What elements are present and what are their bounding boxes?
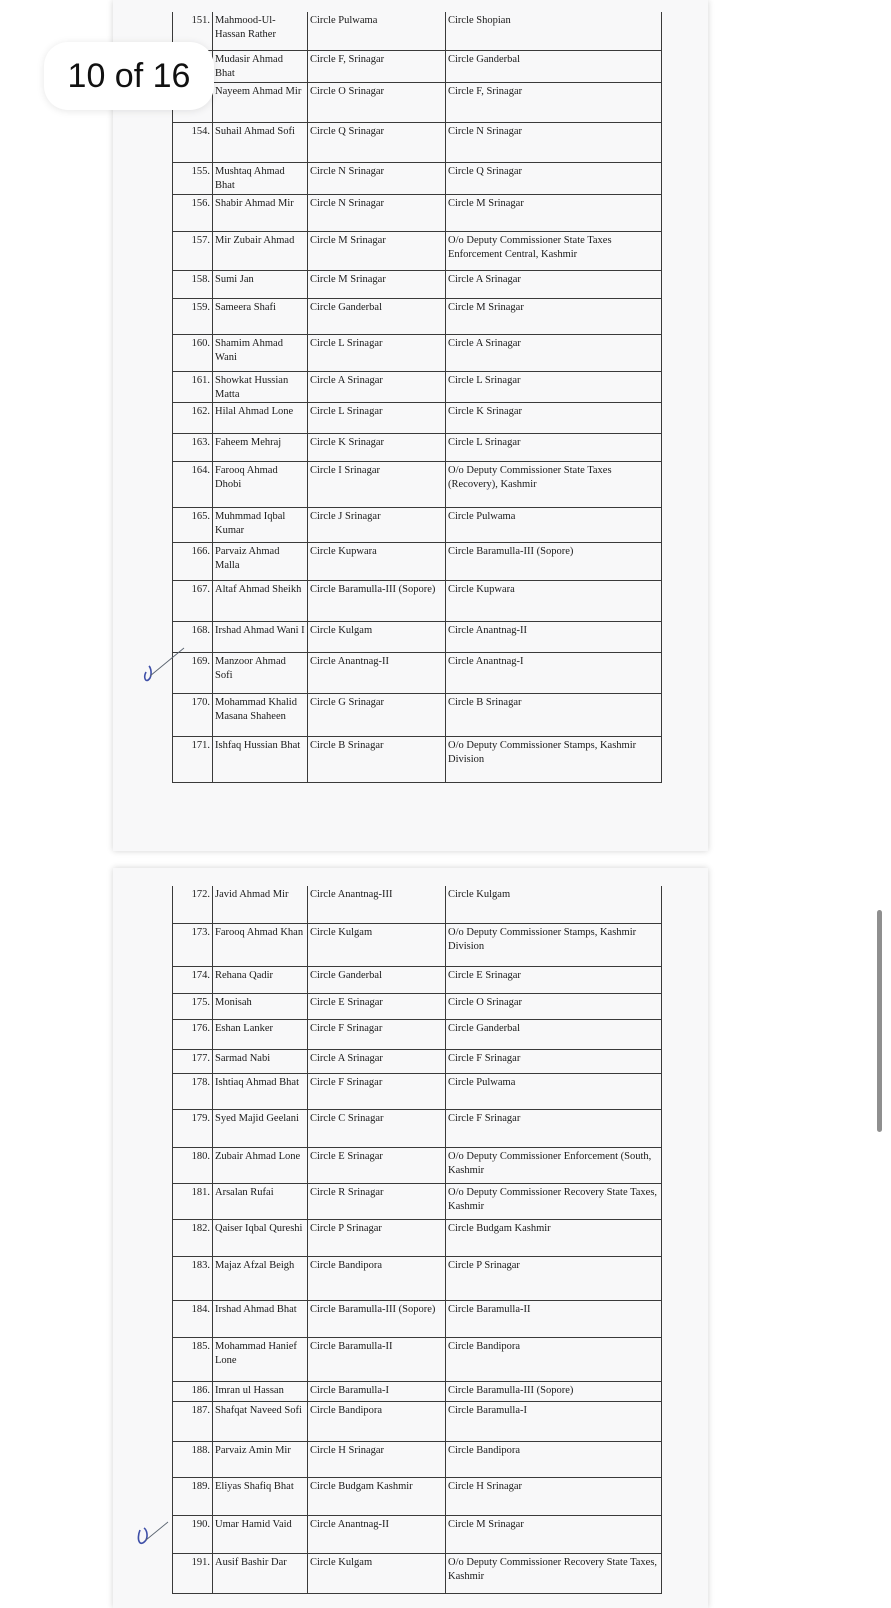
- employee-name-cell: Ishtiaq Ahmad Bhat: [213, 1073, 308, 1109]
- employee-name-cell: Mir Zubair Ahmad: [213, 231, 308, 270]
- employee-name-cell: Faheem Mehraj: [213, 433, 308, 461]
- employee-name-cell: Nayeem Ahmad Mir: [213, 82, 308, 122]
- from-office-cell: Circle Budgam Kashmir: [308, 1477, 446, 1515]
- table-row: [173, 580, 662, 621]
- to-office-cell: Circle L Srinagar: [446, 433, 662, 461]
- table-row: [173, 50, 662, 82]
- to-office-cell: Circle Pulwama: [446, 507, 662, 542]
- to-office-cell: Circle Anantnag-II: [446, 621, 662, 652]
- to-office-cell: Circle Shopian: [446, 12, 662, 50]
- from-office-cell: Circle Ganderbal: [308, 298, 446, 334]
- employee-name-cell: Javid Ahmad Mir: [213, 886, 308, 923]
- from-office-cell: Circle J Srinagar: [308, 507, 446, 542]
- table-row: [173, 1381, 662, 1401]
- employee-name-cell: Shabir Ahmad Mir: [213, 194, 308, 231]
- table-row: [173, 966, 662, 993]
- serial-number-cell: 168.: [173, 621, 213, 652]
- serial-number-cell: 183.: [173, 1256, 213, 1300]
- table-row: [173, 1109, 662, 1147]
- to-office-cell: Circle Bandipora: [446, 1441, 662, 1477]
- table-row: [173, 162, 662, 194]
- serial-number-cell: 157.: [173, 231, 213, 270]
- to-office-cell: Circle F Srinagar: [446, 1049, 662, 1073]
- table-row: [173, 923, 662, 966]
- from-office-cell: Circle Q Srinagar: [308, 122, 446, 162]
- to-office-cell: Circle F Srinagar: [446, 1109, 662, 1147]
- from-office-cell: Circle F Srinagar: [308, 1019, 446, 1049]
- table-row: [173, 402, 662, 433]
- from-office-cell: Circle N Srinagar: [308, 162, 446, 194]
- from-office-cell: Circle Pulwama: [308, 12, 446, 50]
- serial-number-cell: 167.: [173, 580, 213, 621]
- serial-number-cell: 185.: [173, 1337, 213, 1381]
- employee-name-cell: Shafqat Naveed Sofi: [213, 1401, 308, 1441]
- serial-number-cell: 178.: [173, 1073, 213, 1109]
- to-office-cell: O/o Deputy Commissioner Recovery State Taxes, Kashmir: [446, 1553, 662, 1593]
- from-office-cell: Circle K Srinagar: [308, 433, 446, 461]
- employee-name-cell: Qaiser Iqbal Qureshi: [213, 1219, 308, 1256]
- serial-number-cell: 159.: [173, 298, 213, 334]
- to-office-cell: Circle Pulwama: [446, 1073, 662, 1109]
- from-office-cell: Circle M Srinagar: [308, 270, 446, 298]
- table-row: [173, 298, 662, 334]
- vertical-scrollbar[interactable]: [877, 910, 882, 1132]
- employee-name-cell: Parvaiz Amin Mir: [213, 1441, 308, 1477]
- to-office-cell: Circle Bandipora: [446, 1337, 662, 1381]
- from-office-cell: Circle A Srinagar: [308, 371, 446, 402]
- table-row: [173, 1019, 662, 1049]
- from-office-cell: Circle C Srinagar: [308, 1109, 446, 1147]
- to-office-cell: Circle Baramulla-III (Sopore): [446, 1381, 662, 1401]
- to-office-cell: O/o Deputy Commissioner Enforcement (South, Kashmir: [446, 1147, 662, 1183]
- from-office-cell: Circle Baramulla-III (Sopore): [308, 1300, 446, 1337]
- serial-number-cell: 173.: [173, 923, 213, 966]
- table-row: [173, 1441, 662, 1477]
- from-office-cell: Circle Kulgam: [308, 923, 446, 966]
- from-office-cell: Circle F Srinagar: [308, 1073, 446, 1109]
- table-row: [173, 1073, 662, 1109]
- pen-tick-mark-icon: [134, 1518, 174, 1558]
- to-office-cell: Circle F, Srinagar: [446, 82, 662, 122]
- serial-number-cell: 163.: [173, 433, 213, 461]
- employee-name-cell: Mohammad Khalid Masana Shaheen: [213, 693, 308, 736]
- employee-name-cell: Showkat Hussian Matta: [213, 371, 308, 402]
- employee-name-cell: Muhmmad Iqbal Kumar: [213, 507, 308, 542]
- pen-tick-mark-icon: [140, 646, 190, 692]
- to-office-cell: Circle Budgam Kashmir: [446, 1219, 662, 1256]
- table-row: [173, 886, 662, 923]
- table-row: [173, 507, 662, 542]
- employee-name-cell: Eliyas Shafiq Bhat: [213, 1477, 308, 1515]
- from-office-cell: Circle Baramulla-II: [308, 1337, 446, 1381]
- table-row: [173, 1049, 662, 1073]
- table-row: [173, 621, 662, 652]
- employee-name-cell: Suhail Ahmad Sofi: [213, 122, 308, 162]
- page-indicator: 10 of 16: [44, 42, 214, 110]
- employee-name-cell: Shamim Ahmad Wani: [213, 334, 308, 371]
- employee-name-cell: Mohammad Hanief Lone: [213, 1337, 308, 1381]
- serial-number-cell: 171.: [173, 736, 213, 782]
- table-row: [173, 1183, 662, 1219]
- to-office-cell: O/o Deputy Commissioner Recovery State Taxes, Kashmir: [446, 1183, 662, 1219]
- table-row: [173, 1477, 662, 1515]
- from-office-cell: Circle F, Srinagar: [308, 50, 446, 82]
- employee-name-cell: Sarmad Nabi: [213, 1049, 308, 1073]
- employee-name-cell: Hilal Ahmad Lone: [213, 402, 308, 433]
- to-office-cell: O/o Deputy Commissioner Stamps, Kashmir Division: [446, 923, 662, 966]
- table-row: [173, 461, 662, 507]
- from-office-cell: Circle Baramulla-I: [308, 1381, 446, 1401]
- to-office-cell: Circle A Srinagar: [446, 334, 662, 371]
- employee-name-cell: Irshad Ahmad Bhat: [213, 1300, 308, 1337]
- to-office-cell: Circle E Srinagar: [446, 966, 662, 993]
- to-office-cell: Circle Anantnag-I: [446, 652, 662, 693]
- table-row: [173, 652, 662, 693]
- serial-number-cell: 179.: [173, 1109, 213, 1147]
- from-office-cell: Circle R Srinagar: [308, 1183, 446, 1219]
- employee-name-cell: Mushtaq Ahmad Bhat: [213, 162, 308, 194]
- to-office-cell: Circle A Srinagar: [446, 270, 662, 298]
- to-office-cell: Circle L Srinagar: [446, 371, 662, 402]
- serial-number-cell: 189.: [173, 1477, 213, 1515]
- to-office-cell: Circle Ganderbal: [446, 1019, 662, 1049]
- employee-name-cell: Parvaiz Ahmad Malla: [213, 542, 308, 580]
- from-office-cell: Circle B Srinagar: [308, 736, 446, 782]
- table-row: [173, 542, 662, 580]
- from-office-cell: Circle Kupwara: [308, 542, 446, 580]
- serial-number-cell: 184.: [173, 1300, 213, 1337]
- serial-number-cell: 162.: [173, 402, 213, 433]
- to-office-cell: Circle Ganderbal: [446, 50, 662, 82]
- table-row: [173, 1553, 662, 1593]
- to-office-cell: O/o Deputy Commissioner State Taxes (Recovery), Kashmir: [446, 461, 662, 507]
- from-office-cell: Circle L Srinagar: [308, 334, 446, 371]
- scanned-sheet: [113, 0, 708, 851]
- serial-number-cell: 181.: [173, 1183, 213, 1219]
- table-row: [173, 334, 662, 371]
- table-row: [173, 1219, 662, 1256]
- transfer-table-body: [173, 12, 662, 782]
- employee-name-cell: Farooq Ahmad Dhobi: [213, 461, 308, 507]
- employee-name-cell: Umar Hamid Vaid: [213, 1515, 308, 1553]
- serial-number-cell: 176.: [173, 1019, 213, 1049]
- table-row: [173, 1401, 662, 1441]
- serial-number-cell: 169.: [173, 652, 213, 693]
- from-office-cell: Circle Ganderbal: [308, 966, 446, 993]
- from-office-cell: Circle I Srinagar: [308, 461, 446, 507]
- table-row: [173, 1300, 662, 1337]
- from-office-cell: Circle Kulgam: [308, 621, 446, 652]
- to-office-cell: Circle O Srinagar: [446, 993, 662, 1019]
- scanned-sheet: [113, 868, 708, 1608]
- to-office-cell: Circle Q Srinagar: [446, 162, 662, 194]
- table-row: [173, 231, 662, 270]
- from-office-cell: Circle Anantnag-II: [308, 1515, 446, 1553]
- table-row: [173, 12, 662, 50]
- employee-name-cell: Manzoor Ahmad Sofi: [213, 652, 308, 693]
- serial-number-cell: 156.: [173, 194, 213, 231]
- from-office-cell: Circle H Srinagar: [308, 1441, 446, 1477]
- serial-number-cell: 186.: [173, 1381, 213, 1401]
- employee-name-cell: Farooq Ahmad Khan: [213, 923, 308, 966]
- from-office-cell: Circle Bandipora: [308, 1256, 446, 1300]
- serial-number-cell: 182.: [173, 1219, 213, 1256]
- document-page-1: [113, 0, 708, 851]
- from-office-cell: Circle O Srinagar: [308, 82, 446, 122]
- employee-name-cell: Ishfaq Hussian Bhat: [213, 736, 308, 782]
- transfer-table: [172, 12, 662, 783]
- serial-number-cell: 166.: [173, 542, 213, 580]
- table-row: [173, 122, 662, 162]
- serial-number-cell: 191.: [173, 1553, 213, 1593]
- employee-name-cell: Majaz Afzal Beigh: [213, 1256, 308, 1300]
- employee-name-cell: Mudasir Ahmad Bhat: [213, 50, 308, 82]
- to-office-cell: Circle B Srinagar: [446, 693, 662, 736]
- from-office-cell: Circle E Srinagar: [308, 1147, 446, 1183]
- from-office-cell: Circle Bandipora: [308, 1401, 446, 1441]
- to-office-cell: Circle M Srinagar: [446, 1515, 662, 1553]
- from-office-cell: Circle P Srinagar: [308, 1219, 446, 1256]
- serial-number-cell: 154.: [173, 122, 213, 162]
- table-row: [173, 1256, 662, 1300]
- employee-name-cell: Zubair Ahmad Lone: [213, 1147, 308, 1183]
- transfer-table: [172, 886, 662, 1594]
- serial-number-cell: 188.: [173, 1441, 213, 1477]
- to-office-cell: Circle N Srinagar: [446, 122, 662, 162]
- employee-name-cell: Rehana Qadir: [213, 966, 308, 993]
- to-office-cell: Circle Kulgam: [446, 886, 662, 923]
- employee-name-cell: Imran ul Hassan: [213, 1381, 308, 1401]
- to-office-cell: Circle Kupwara: [446, 580, 662, 621]
- from-office-cell: Circle M Srinagar: [308, 231, 446, 270]
- table-row: [173, 194, 662, 231]
- table-row: [173, 371, 662, 402]
- table-row: [173, 270, 662, 298]
- from-office-cell: Circle A Srinagar: [308, 1049, 446, 1073]
- employee-name-cell: Eshan Lanker: [213, 1019, 308, 1049]
- employee-name-cell: Syed Majid Geelani: [213, 1109, 308, 1147]
- employee-name-cell: Mahmood-Ul-Hassan Rather: [213, 12, 308, 50]
- to-office-cell: Circle P Srinagar: [446, 1256, 662, 1300]
- serial-number-cell: 160.: [173, 334, 213, 371]
- serial-number-cell: 155.: [173, 162, 213, 194]
- serial-number-cell: 190.: [173, 1515, 213, 1553]
- document-page-2: [113, 868, 708, 1608]
- employee-name-cell: Ausif Bashir Dar: [213, 1553, 308, 1593]
- serial-number-cell: 172.: [173, 886, 213, 923]
- serial-number-cell: 177.: [173, 1049, 213, 1073]
- employee-name-cell: Irshad Ahmad Wani I: [213, 621, 308, 652]
- serial-number-cell: 174.: [173, 966, 213, 993]
- employee-name-cell: Monisah: [213, 993, 308, 1019]
- to-office-cell: Circle K Srinagar: [446, 402, 662, 433]
- serial-number-cell: 165.: [173, 507, 213, 542]
- table-row: [173, 433, 662, 461]
- to-office-cell: Circle Baramulla-II: [446, 1300, 662, 1337]
- from-office-cell: Circle N Srinagar: [308, 194, 446, 231]
- table-row: [173, 693, 662, 736]
- table-row: [173, 1337, 662, 1381]
- serial-number-cell: 180.: [173, 1147, 213, 1183]
- serial-number-cell: 158.: [173, 270, 213, 298]
- serial-number-cell: 164.: [173, 461, 213, 507]
- to-office-cell: O/o Deputy Commissioner Stamps, Kashmir Division: [446, 736, 662, 782]
- table-row: [173, 82, 662, 122]
- employee-name-cell: Sameera Shafi: [213, 298, 308, 334]
- serial-number-cell: 151.: [173, 12, 213, 50]
- transfer-table-body: [173, 886, 662, 1593]
- to-office-cell: O/o Deputy Commissioner State Taxes Enforcement Central, Kashmir: [446, 231, 662, 270]
- to-office-cell: Circle Baramulla-III (Sopore): [446, 542, 662, 580]
- table-row: [173, 1147, 662, 1183]
- employee-name-cell: Altaf Ahmad Sheikh: [213, 580, 308, 621]
- to-office-cell: Circle M Srinagar: [446, 194, 662, 231]
- serial-number-cell: 170.: [173, 693, 213, 736]
- employee-name-cell: Sumi Jan: [213, 270, 308, 298]
- from-office-cell: Circle Kulgam: [308, 1553, 446, 1593]
- table-row: [173, 736, 662, 782]
- employee-name-cell: Arsalan Rufai: [213, 1183, 308, 1219]
- serial-number-cell: 175.: [173, 993, 213, 1019]
- serial-number-cell: 187.: [173, 1401, 213, 1441]
- table-row: [173, 1515, 662, 1553]
- table-row: [173, 993, 662, 1019]
- to-office-cell: Circle M Srinagar: [446, 298, 662, 334]
- to-office-cell: Circle Baramulla-I: [446, 1401, 662, 1441]
- from-office-cell: Circle G Srinagar: [308, 693, 446, 736]
- to-office-cell: Circle H Srinagar: [446, 1477, 662, 1515]
- from-office-cell: Circle Anantnag-III: [308, 886, 446, 923]
- from-office-cell: Circle Anantnag-II: [308, 652, 446, 693]
- from-office-cell: Circle E Srinagar: [308, 993, 446, 1019]
- serial-number-cell: 161.: [173, 371, 213, 402]
- from-office-cell: Circle L Srinagar: [308, 402, 446, 433]
- from-office-cell: Circle Baramulla-III (Sopore): [308, 580, 446, 621]
